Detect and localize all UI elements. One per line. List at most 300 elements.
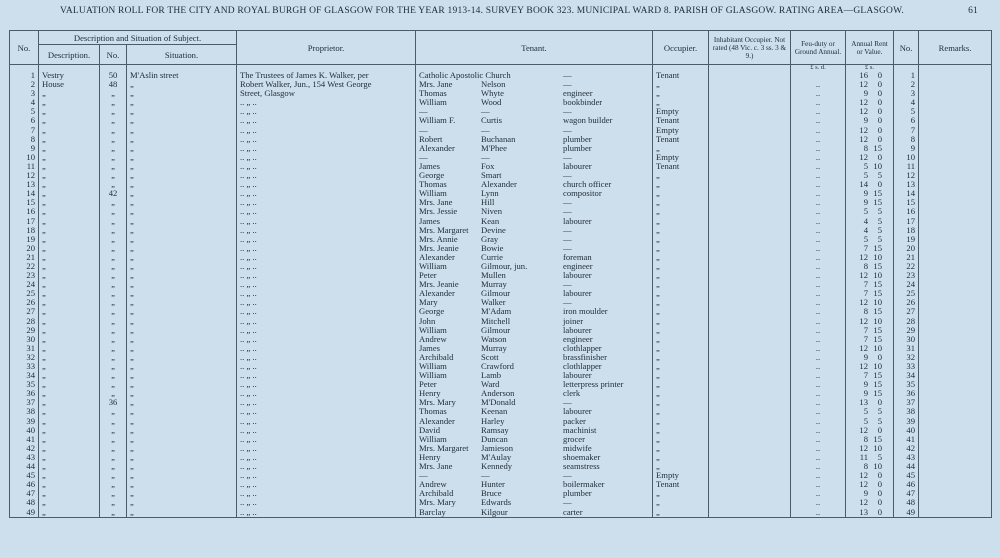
row-street-number: „ xyxy=(100,144,127,153)
row-number: 19 xyxy=(10,235,39,244)
row-inhabitant xyxy=(709,80,791,89)
row-number-right: 20 xyxy=(894,244,919,253)
col-feu-header: Feu-duty or Ground Annual. xyxy=(791,31,846,65)
tenant-surname: Murray xyxy=(481,342,507,353)
row-occupier: „ xyxy=(653,80,709,89)
annual-pounds: 12 xyxy=(859,97,869,108)
row-proprietor: .. „ .. xyxy=(237,116,416,125)
row-inhabitant xyxy=(709,171,791,180)
row-tenant xyxy=(416,98,653,107)
annual-shillings: 0 xyxy=(877,497,883,508)
tenant-occupation: — xyxy=(563,206,572,217)
row-number-right: 6 xyxy=(894,116,919,125)
row-street-number: „ xyxy=(100,135,127,144)
row-number-right: 45 xyxy=(894,471,919,480)
row-feu: .. xyxy=(791,226,846,235)
row-inhabitant xyxy=(709,189,791,198)
tenant-occupation: midwife xyxy=(563,442,592,453)
row-proprietor: .. „ .. xyxy=(237,417,416,426)
row-inhabitant xyxy=(709,480,791,489)
annual-shillings: 15 xyxy=(873,260,883,271)
table-row xyxy=(10,207,992,216)
row-number-right: 24 xyxy=(894,280,919,289)
row-situation: „ xyxy=(127,253,237,262)
tenant-surname: Mullen xyxy=(481,270,506,281)
row-annual-value xyxy=(846,262,894,271)
tenant-forename: Mrs. Jane xyxy=(419,461,453,472)
annual-pounds: 7 xyxy=(863,324,869,335)
row-proprietor: .. „ .. xyxy=(237,489,416,498)
row-feu: .. xyxy=(791,80,846,89)
table-row xyxy=(10,98,992,107)
table-row xyxy=(10,371,992,380)
tenant-surname: Alexander xyxy=(481,179,517,190)
row-proprietor: .. „ .. xyxy=(237,98,416,107)
tenant-occupation: engineer xyxy=(563,260,593,271)
annual-pounds: 12 xyxy=(859,470,869,481)
row-number: 21 xyxy=(10,253,39,262)
row-description: „ xyxy=(39,371,100,380)
tenant-surname: Ward xyxy=(481,379,500,390)
col-no2-header: No. xyxy=(894,31,919,65)
annual-shillings: 0 xyxy=(877,179,883,190)
tenant-surname: Bruce xyxy=(481,488,502,499)
col-inhabitant-header: Inhabitant Occupier. Not rated (48 Vic. c. 3 ss. 3 & 9.) xyxy=(709,31,791,65)
row-occupier: „ xyxy=(653,271,709,280)
tenant-forename: — xyxy=(419,106,428,117)
row-proprietor: .. „ .. xyxy=(237,498,416,507)
row-proprietor: .. „ .. xyxy=(237,253,416,262)
row-inhabitant xyxy=(709,162,791,171)
row-proprietor: .. „ .. xyxy=(237,153,416,162)
row-annual-value xyxy=(846,335,894,344)
row-occupier: „ xyxy=(653,389,709,398)
tenant-forename: William xyxy=(419,433,447,444)
annual-pounds: 9 xyxy=(863,197,869,208)
row-occupier: „ xyxy=(653,144,709,153)
row-street-number: „ xyxy=(100,389,127,398)
tenant-occupation: plumber xyxy=(563,133,592,144)
row-inhabitant xyxy=(709,426,791,435)
tenant-occupation: — xyxy=(563,79,572,90)
row-proprietor: .. „ .. xyxy=(237,189,416,198)
tenant-occupation: — xyxy=(563,297,572,308)
row-number: 14 xyxy=(10,189,39,198)
row-proprietor: .. „ .. xyxy=(237,380,416,389)
annual-pounds: 11 xyxy=(859,451,869,462)
row-feu: .. xyxy=(791,107,846,116)
annual-pounds: 7 xyxy=(863,370,869,381)
row-description: „ xyxy=(39,98,100,107)
row-inhabitant xyxy=(709,198,791,207)
row-description: „ xyxy=(39,135,100,144)
row-number-right: 12 xyxy=(894,171,919,180)
row-number-right: 22 xyxy=(894,262,919,271)
row-situation: „ xyxy=(127,326,237,335)
tenant-occupation: labourer xyxy=(563,215,592,226)
row-situation: „ xyxy=(127,362,237,371)
row-street-number: „ xyxy=(100,289,127,298)
row-annual-value xyxy=(846,398,894,407)
row-occupier: „ xyxy=(653,344,709,353)
tenant-occupation: — xyxy=(563,170,572,181)
row-street-number: „ xyxy=(100,317,127,326)
tenant-occupation: — xyxy=(563,151,572,162)
row-description: „ xyxy=(39,235,100,244)
row-number: 15 xyxy=(10,198,39,207)
row-number: 20 xyxy=(10,244,39,253)
tenant-forename: Mrs. Jeanie xyxy=(419,242,459,253)
annual-pounds: 12 xyxy=(859,151,869,162)
row-number: 32 xyxy=(10,353,39,362)
row-feu: .. xyxy=(791,271,846,280)
tenant-occupation: clerk xyxy=(563,388,581,399)
row-feu: .. xyxy=(791,89,846,98)
row-remarks xyxy=(919,462,992,471)
annual-pounds: 7 xyxy=(863,288,869,299)
table-row xyxy=(10,462,992,471)
tenant-forename: Mrs. Jeanie xyxy=(419,279,459,290)
tenant-occupation: labourer xyxy=(563,270,592,281)
row-number: 36 xyxy=(10,389,39,398)
row-number-right: 48 xyxy=(894,498,919,507)
tenant-surname: Edwards xyxy=(481,497,512,508)
row-situation: „ xyxy=(127,453,237,462)
row-annual-value xyxy=(846,307,894,316)
row-proprietor: .. „ .. xyxy=(237,353,416,362)
tenant-surname: Ramsay xyxy=(481,424,509,435)
row-description: „ xyxy=(39,171,100,180)
tenant-occupation: — xyxy=(563,470,572,481)
row-situation: „ xyxy=(127,162,237,171)
row-tenant xyxy=(416,417,653,426)
annual-shillings: 10 xyxy=(873,251,883,262)
row-number-right: 35 xyxy=(894,380,919,389)
row-number: 49 xyxy=(10,508,39,518)
row-number-right: 34 xyxy=(894,371,919,380)
tenant-occupation: labourer xyxy=(563,288,592,299)
row-inhabitant xyxy=(709,317,791,326)
row-street-number: „ xyxy=(100,262,127,271)
annual-pounds: 9 xyxy=(863,188,869,199)
row-proprietor: .. „ .. xyxy=(237,126,416,135)
row-remarks xyxy=(919,89,992,98)
row-street-number: „ xyxy=(100,498,127,507)
row-occupier: „ xyxy=(653,398,709,407)
col-situation-header: Situation. xyxy=(127,45,237,65)
row-street-number: „ xyxy=(100,171,127,180)
row-number-right: 15 xyxy=(894,198,919,207)
annual-pounds: 4 xyxy=(863,215,869,226)
row-inhabitant xyxy=(709,144,791,153)
row-situation: „ xyxy=(127,135,237,144)
row-situation: „ xyxy=(127,280,237,289)
row-number-right: 11 xyxy=(894,162,919,171)
tenant-surname: — xyxy=(481,151,490,162)
row-description: „ xyxy=(39,153,100,162)
row-occupier: „ xyxy=(653,262,709,271)
row-occupier: Tenant xyxy=(653,71,709,80)
row-proprietor: .. „ .. xyxy=(237,444,416,453)
tenant-forename: William xyxy=(419,370,447,381)
tenant-forename: William xyxy=(419,188,447,199)
annual-shillings: 15 xyxy=(873,433,883,444)
row-proprietor: .. „ .. xyxy=(237,462,416,471)
row-annual-value xyxy=(846,107,894,116)
row-occupier: „ xyxy=(653,326,709,335)
row-number: 43 xyxy=(10,453,39,462)
row-annual-value xyxy=(846,462,894,471)
row-annual-value xyxy=(846,198,894,207)
row-feu: .. xyxy=(791,298,846,307)
row-street-number: „ xyxy=(100,107,127,116)
row-number-right: 38 xyxy=(894,407,919,416)
row-description: „ xyxy=(39,489,100,498)
row-street-number: 48 xyxy=(100,80,127,89)
row-street-number: „ xyxy=(100,453,127,462)
tenant-surname: Murray xyxy=(481,279,507,290)
row-annual-value xyxy=(846,353,894,362)
row-number: 3 xyxy=(10,89,39,98)
row-proprietor: .. „ .. xyxy=(237,453,416,462)
tenant-surname: Watson xyxy=(481,333,507,344)
annual-shillings: 0 xyxy=(877,397,883,408)
row-remarks xyxy=(919,508,992,518)
row-remarks xyxy=(919,207,992,216)
row-occupier: „ xyxy=(653,317,709,326)
row-proprietor: .. „ .. xyxy=(237,244,416,253)
row-situation: „ xyxy=(127,198,237,207)
table-row xyxy=(10,153,992,162)
tenant-surname: Smart xyxy=(481,170,502,181)
row-annual-value xyxy=(846,71,894,80)
row-proprietor: .. „ .. xyxy=(237,508,416,518)
row-description: „ xyxy=(39,335,100,344)
row-annual-value xyxy=(846,289,894,298)
row-annual-value xyxy=(846,80,894,89)
col-no-header: No. xyxy=(10,31,39,65)
row-inhabitant xyxy=(709,471,791,480)
row-street-number: „ xyxy=(100,344,127,353)
row-number: 31 xyxy=(10,344,39,353)
row-inhabitant xyxy=(709,335,791,344)
page-number: 61 xyxy=(968,6,978,16)
row-feu: .. xyxy=(791,126,846,135)
row-occupier: „ xyxy=(653,498,709,507)
row-feu: .. xyxy=(791,217,846,226)
annual-pounds: 13 xyxy=(859,506,869,517)
row-feu: .. xyxy=(791,489,846,498)
row-situation: „ xyxy=(127,189,237,198)
row-situation: „ xyxy=(127,480,237,489)
row-number-right: 28 xyxy=(894,317,919,326)
row-occupier: „ xyxy=(653,98,709,107)
row-street-number: „ xyxy=(100,271,127,280)
row-occupier: „ xyxy=(653,371,709,380)
tenant-occupation: bookbinder xyxy=(563,97,603,108)
row-tenant xyxy=(416,144,653,153)
row-description: „ xyxy=(39,271,100,280)
annual-pounds: 5 xyxy=(863,160,869,171)
row-situation: „ xyxy=(127,344,237,353)
row-remarks xyxy=(919,362,992,371)
row-description: „ xyxy=(39,435,100,444)
row-tenant xyxy=(416,162,653,171)
annual-pounds: 7 xyxy=(863,279,869,290)
tenant-occupation: — xyxy=(563,279,572,290)
row-feu: .. xyxy=(791,189,846,198)
row-occupier: „ xyxy=(653,226,709,235)
row-description: „ xyxy=(39,444,100,453)
row-remarks xyxy=(919,162,992,171)
tenant-surname: Anderson xyxy=(481,388,515,399)
annual-units: £ s. xyxy=(846,65,894,72)
col-description-header: Description. xyxy=(39,45,100,65)
row-number-right: 43 xyxy=(894,453,919,462)
row-tenant xyxy=(416,380,653,389)
tenant-surname: Nelson xyxy=(481,79,506,90)
row-number-right: 7 xyxy=(894,126,919,135)
row-occupier: „ xyxy=(653,253,709,262)
row-feu: .. xyxy=(791,253,846,262)
row-tenant xyxy=(416,116,653,125)
tenant-forename: Archibald xyxy=(419,351,454,362)
tenant-surname: Gilmour xyxy=(481,324,511,335)
annual-pounds: 9 xyxy=(863,351,869,362)
row-remarks xyxy=(919,80,992,89)
row-occupier: Tenant xyxy=(653,116,709,125)
row-remarks xyxy=(919,98,992,107)
annual-shillings: 0 xyxy=(877,124,883,135)
row-street-number: „ xyxy=(100,98,127,107)
row-proprietor: .. „ .. xyxy=(237,226,416,235)
row-tenant xyxy=(416,317,653,326)
annual-pounds: 8 xyxy=(863,461,869,472)
annual-pounds: 8 xyxy=(863,306,869,317)
row-number: 25 xyxy=(10,289,39,298)
row-inhabitant xyxy=(709,389,791,398)
row-remarks xyxy=(919,471,992,480)
page-header xyxy=(0,2,1000,20)
row-proprietor: .. „ .. xyxy=(237,480,416,489)
row-occupier: „ xyxy=(653,508,709,518)
annual-pounds: 5 xyxy=(863,170,869,181)
row-tenant xyxy=(416,126,653,135)
row-description: „ xyxy=(39,207,100,216)
row-number: 22 xyxy=(10,262,39,271)
row-description: „ xyxy=(39,480,100,489)
annual-pounds: 12 xyxy=(859,361,869,371)
tenant-occupation: grocer xyxy=(563,433,585,444)
row-remarks xyxy=(919,407,992,416)
row-feu: .. xyxy=(791,407,846,416)
row-annual-value xyxy=(846,135,894,144)
row-street-number: „ xyxy=(100,116,127,125)
tenant-occupation: iron moulder xyxy=(563,306,608,317)
row-annual-value xyxy=(846,508,894,518)
row-number: 33 xyxy=(10,362,39,371)
row-remarks xyxy=(919,435,992,444)
row-description: House xyxy=(39,80,100,89)
row-inhabitant xyxy=(709,380,791,389)
row-annual-value xyxy=(846,126,894,135)
row-number: 18 xyxy=(10,226,39,235)
row-tenant xyxy=(416,498,653,507)
row-situation: „ xyxy=(127,407,237,416)
row-annual-value xyxy=(846,244,894,253)
tenant-occupation: church officer xyxy=(563,179,612,190)
row-description: „ xyxy=(39,180,100,189)
row-remarks xyxy=(919,353,992,362)
row-occupier: „ xyxy=(653,462,709,471)
annual-pounds: 5 xyxy=(863,206,869,217)
row-number-right: 39 xyxy=(894,417,919,426)
row-occupier: „ xyxy=(653,244,709,253)
row-occupier: Empty xyxy=(653,107,709,116)
row-inhabitant xyxy=(709,271,791,280)
tenant-surname: — xyxy=(481,106,490,117)
row-tenant xyxy=(416,171,653,180)
row-inhabitant xyxy=(709,116,791,125)
row-situation: „ xyxy=(127,116,237,125)
row-proprietor: .. „ .. xyxy=(237,398,416,407)
annual-pounds: 5 xyxy=(863,406,869,417)
row-number-right: 17 xyxy=(894,217,919,226)
row-situation: „ xyxy=(127,171,237,180)
row-number: 42 xyxy=(10,444,39,453)
row-number: 34 xyxy=(10,371,39,380)
annual-shillings: 0 xyxy=(877,97,883,108)
row-number: 40 xyxy=(10,426,39,435)
row-description: „ xyxy=(39,453,100,462)
row-annual-value xyxy=(846,171,894,180)
row-occupier: „ xyxy=(653,180,709,189)
row-tenant xyxy=(416,444,653,453)
tenant-forename: Archibald xyxy=(419,488,454,499)
row-remarks xyxy=(919,71,992,80)
row-street-number: „ xyxy=(100,407,127,416)
row-street-number: „ xyxy=(100,89,127,98)
row-description: „ xyxy=(39,326,100,335)
tenant-occupation: — xyxy=(563,124,572,135)
row-number: 17 xyxy=(10,217,39,226)
row-street-number: 36 xyxy=(100,398,127,407)
row-inhabitant xyxy=(709,307,791,316)
row-feu: .. xyxy=(791,471,846,480)
row-occupier: Tenant xyxy=(653,480,709,489)
row-street-number: „ xyxy=(100,362,127,371)
row-number: 16 xyxy=(10,207,39,216)
row-occupier: „ xyxy=(653,335,709,344)
annual-pounds: 12 xyxy=(859,342,869,353)
annual-shillings: 0 xyxy=(877,488,883,499)
row-inhabitant xyxy=(709,453,791,462)
annual-pounds: 14 xyxy=(859,179,869,190)
row-occupier: „ xyxy=(653,217,709,226)
row-remarks xyxy=(919,298,992,307)
row-feu: .. xyxy=(791,335,846,344)
row-occupier: „ xyxy=(653,189,709,198)
row-inhabitant xyxy=(709,326,791,335)
annual-pounds: 12 xyxy=(859,79,869,90)
row-occupier: „ xyxy=(653,298,709,307)
row-occupier: Empty xyxy=(653,126,709,135)
row-number-right: 36 xyxy=(894,389,919,398)
tenant-occupation: — xyxy=(563,242,572,253)
row-description: „ xyxy=(39,298,100,307)
tenant-surname: Devine xyxy=(481,224,506,235)
annual-shillings: 10 xyxy=(873,297,883,308)
